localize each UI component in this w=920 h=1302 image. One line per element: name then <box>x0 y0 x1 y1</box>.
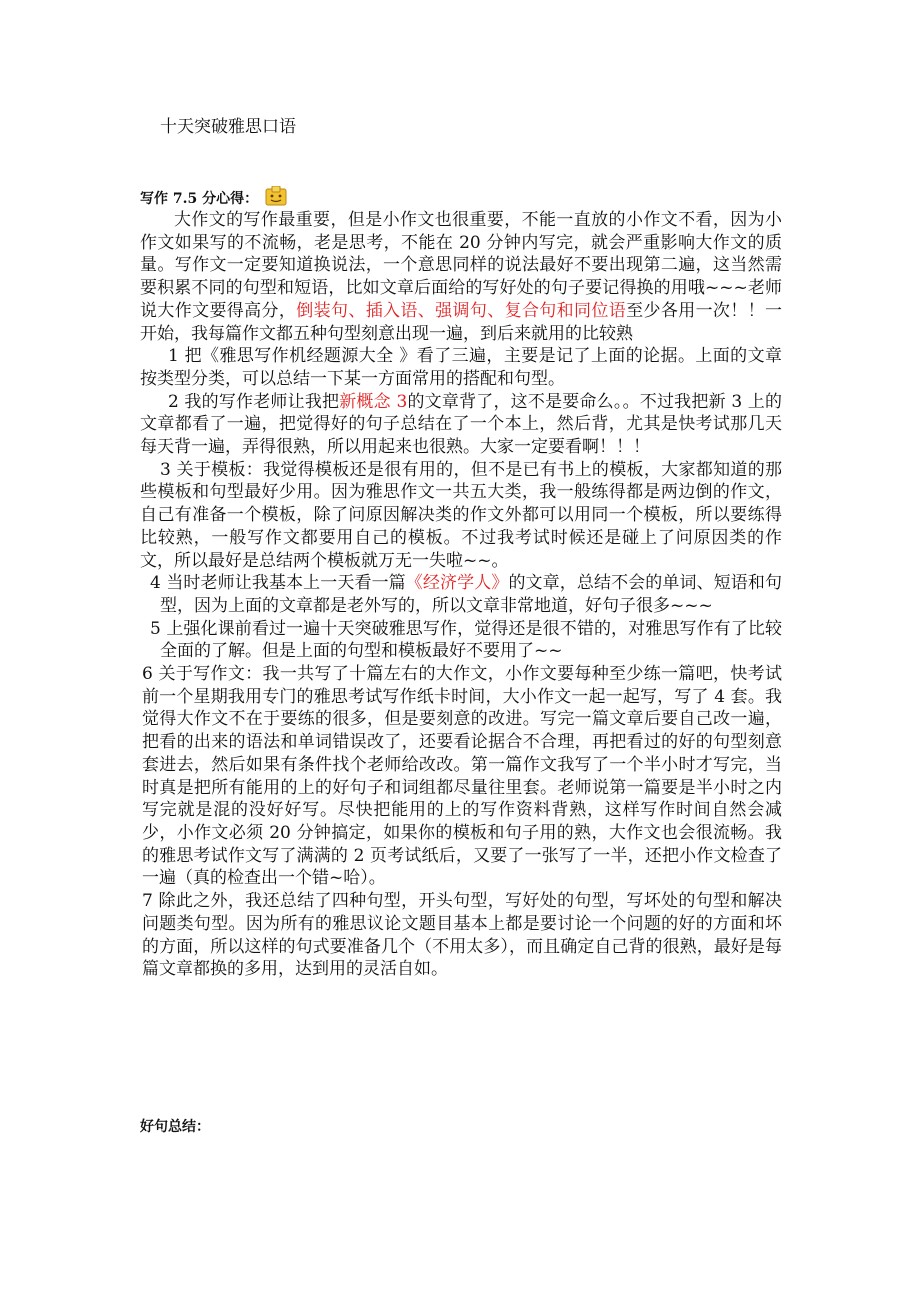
paragraph-4: 4 当时老师让我基本上一天看一篇《经济学人》的文章，总结不会的单词、短语和句型，因为上面的文章都是老外写的，所以文章非常地道，好句子很多~~~ <box>150 573 783 616</box>
section-heading <box>140 186 287 208</box>
footer-heading: 好句总结： <box>140 1119 210 1135</box>
highlight-new-concept: 新概念 3 <box>339 391 408 412</box>
article-body <box>140 209 782 981</box>
paragraph-2: 2 我的写作老师让我把新概念 3的文章背了，这不是要命么。。不过我把新 3 上的文章都看了一遍，把觉得好的句子总结在了一个本上，然后背，尤其是快考试那几天每天背一遍，弄得很熟，所以用起来也很熟。大家一定要看啊！！！ <box>140 391 782 458</box>
paragraph-1: 1 把《雅思写作机经题源大全 》看了三遍，主要是记了上面的论据。上面的文章按类型分类，可以总结一下某一方面常用的搭配和句型。 <box>140 346 782 389</box>
paragraph-5: 5 上强化课前看过一遍十天突破雅思写作，觉得还是很不错的，对雅思写作有了比较全面的了解。但是上面的句型和模板最好不要用了~~ <box>150 618 782 662</box>
paragraph-7: 7 除此之外，我还总结了四种句型，开头句型，写好处的句型，写坏处的句型和解决问题类句型。因为所有的雅思议论文题目基本上都是要讨论一个问题的好的方面和坏的方面，所以这样的句式要准备几个（不用太多），而且确定自己背的很熟，最好是每篇文章都换的多用，达到用的灵活自如。 <box>142 891 782 980</box>
highlight-sentence-types: 倒装句、插入语、强调句、复合句和同位语 <box>296 300 627 321</box>
paragraph-3: 3 关于模板：我觉得模板还是很有用的，但不是已有书上的模板，大家都知道的那些模板和句型最好少用。因为雅思作文一共五大类，我一般练得都是两边倒的作文，自己有准备一个模板，除了问原因解决类的作文外都可以用同一个模板，所以要练得比较熟，一般写作文都要用自己的模板。不过我考试时候还是碰上了问原因类的作文，所以最好是总结两个模板就万无一失啦~~。 <box>140 459 782 571</box>
paragraph-6: 6 关于写作文：我一共写了十篇左右的大作文，小作文要每种至少练一篇吧，快考试前一个星期我用专门的雅思考试写作纸卡时间，大小作文一起一起写，写了 4 套。我觉得大作文不在于要练的很多，但是要刻意的改进。写完一篇文章后要自己改一遍，把看的出来的语法和单词错误改了，还要看论据合不合理，再把看过的好的句型刻意套进去，然后如果有条件找个老师给改改。第一篇作文我写了一个半小时才写完，当时真是把所有能用的上的好句子和词组都尽量往里套。老师说第一篇要是半小时之内写完就是混的没好好写。尽快把能用的上的写作资料背熟，这样写作时间自然会减少，小作文必须 20 分钟搞定，如果你的模板和句子用的熟，大作文也会很流畅。我的雅思考试作文写了满满的 2 页考试纸后，又要了一张写了一半，还把小作文检查了一遍（真的检查出一个错~哈）。 <box>142 664 782 889</box>
highlight-economist: 《经济学人》 <box>405 573 509 594</box>
intro-paragraph: 大作文的写作最重要，但是小作文也很重要，不能一直放的小作文不看，因为小作文如果写的不流畅，老是思考，不能在 20 分钟内写完，就会严重影响大作文的质量。写作文一定要知道换说法，一个意思同样的说法最好不要出现第二遍，这当然需要积累不同的句型和短语，比如文章后面给的写好处的句子要记得换的用哦~~~老师说大作文要得高分，倒装句、插入语、强调句、复合句和同位语至少各用一次！！一开始，我每篇作文都五种句型刻意出现一遍，到后来就用的比较熟 <box>140 210 783 344</box>
page-title: 十天突破雅思口语 <box>160 117 296 137</box>
section-heading-text: 写作 7.5 分心得： <box>140 191 259 207</box>
smiley-emoticon-icon <box>265 186 287 206</box>
